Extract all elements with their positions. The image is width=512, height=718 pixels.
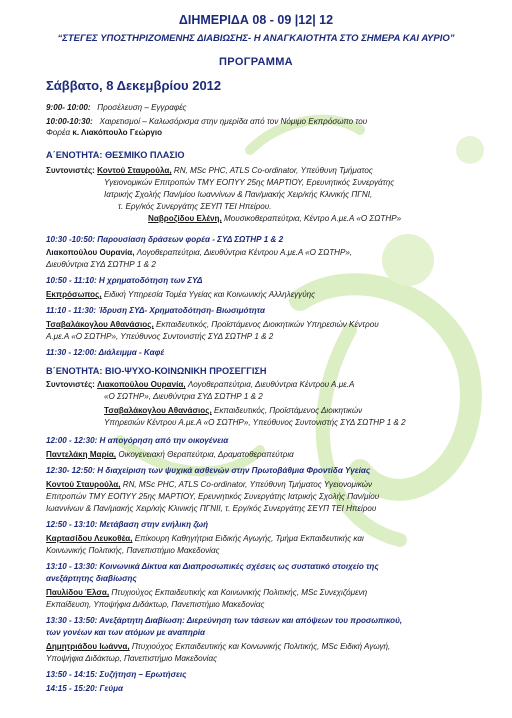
session-a4-title: 11:30 - 12:00: Διάλειμμα - Καφέ xyxy=(46,348,165,357)
session-b2-speaker-line3: Ιωαννίνων & Παν/μιακής Χειρ/κής Κλινικής ΠΓΝΙΙ, τ. Εργ/κός Συνεργάτης ΣΕΥΠ ΤΕΙ Ηπείρου xyxy=(46,504,377,513)
session-b3-title: 12:50 - 13:10: Μετάβαση στην ενήλικη ζωή xyxy=(46,520,209,529)
session-a3-speaker: Τσαβαλάκογλου Αθανάσιος, Εκπαιδευτικός, Προϊστάμενος Διοικητικών Υπηρεσιών Κέντρου xyxy=(46,320,379,329)
session-a3-speaker-line2: Α.με.Α «Ο ΣΩΤΗΡ», Υπεύθυνος Συντονιστής ΣΥΔ ΣΩΤΗΡ 1 & 2 xyxy=(46,332,274,341)
program-label: ΠΡΟΓΡΑΜΜΑ xyxy=(219,56,293,68)
session-b2-speaker: Κοντού Σταυρούλα, RN, MSc PHC, ATLS Co-ordinator, Υπεύθυνη Τμήματος Υγειονομικών xyxy=(46,480,373,489)
section-a-heading: Α΄ΕΝΟΤΗΤΑ: ΘΕΣΜΙΚΟ ΠΛΑΣΙΟ xyxy=(46,150,185,160)
section-a-coordinator-1-line4: τ. Εργ/κός Συνεργάτης ΣΕΥΠ ΤΕΙ Ηπείρου. xyxy=(118,202,272,211)
session-b2-title: 12:30- 12:50: Η διαχείριση των ψυχικά ασθενών στην Πρωτοβάθμια Φροντίδα Υγείας xyxy=(46,466,371,475)
document-subtitle: “ΣΤΕΓΕΣ ΥΠΟΣΤΗΡΙΖΟΜΕΝΗΣ ΔΙΑΒΙΩΣΗΣ- Η ΑΝΑΓΚΑΙΟΤΗΤΑ ΣΤΟ ΣΗΜΕΡΑ ΚΑΙ ΑΥΡΙΟ” xyxy=(57,33,455,44)
session-b3-speaker-line2: Κοινωνικής Πολιτικής, Πανεπιστήμιο Μακεδονίας xyxy=(46,546,220,555)
section-a-coordinator-1-line3: Ιατρικής Σχολής Παν/μίου Ιωαννίνων & Παν/μιακής Χειρ/κής Κλινικής ΠΓΝΙ, xyxy=(104,190,373,199)
section-b-coordinator-2-line2: Υπηρεσιών Κέντρου Α.με.Α «Ο ΣΩΤΗΡ», Υπεύθυνος Συντονιστής ΣΥΔ ΣΩΤΗΡ 1 & 2 xyxy=(104,418,406,427)
session-b3-speaker: Καρτασίδου Λευκοθέα, Επίκουρη Καθηγήτρια Ειδικής Αγωγής, Τμήμα Εκπαιδευτικής και xyxy=(46,534,364,543)
day-heading: Σάββατο, 8 Δεκεμβρίου 2012 xyxy=(46,78,222,93)
session-b5-title-line2: των γονέων και των ατόμων με αναπηρία xyxy=(46,628,206,637)
section-b-coordinator-2: Τσαβαλάκογλου Αθανάσιος, Εκπαιδευτικός, Προϊστάμενος Διοικητικών xyxy=(104,406,363,415)
session-b4-speaker: Παυλίδου Έλσα, Πτυχιούχος Εκπαιδευτικής και Κοινωνικής Πολιτικής, MSc Συνεχιζόμενη xyxy=(46,588,368,597)
session-a2-speaker: Εκπρόσωπος, Ειδική Υπηρεσία Τομέα Υγείας και Κοινωνικής Αλληλεγγύης xyxy=(46,290,316,299)
schedule-item-arrival: 9:00- 10:00: Προσέλευση – Εγγραφές xyxy=(46,103,187,112)
section-b-coordinator-1: Συντονιστές: Λιακοπούλου Ουρανία, Λογοθεραπεύτρια, Διευθύντρια Κέντρου Α.με.Α xyxy=(46,380,355,389)
session-a2-title: 10:50 - 11:10: Η χρηματοδότηση των ΣΥΔ xyxy=(46,276,203,285)
section-a-coordinator-2: Ναβροζίδου Ελένη, Μουσικοθεραπεύτρια, Κέντρο Α.με.Α «Ο ΣΩΤΗΡ» xyxy=(148,214,402,223)
session-b4-speaker-line2: Εκπαίδευση, Υποψήφια Διδάκτωρ, Πανεπιστήμιο Μακεδονίας xyxy=(46,600,265,609)
schedule-item-welcome: 10:00-10:30: Χαιρετισμοί – Καλωσόρισμα στην ημερίδα από τον Νόμιμο Εκπρόσωπο του xyxy=(46,117,368,126)
section-a-coordinator-1: Συντονιστές: Κοντού Σταυρούλα, RN, MSc PHC, ATLS Co-ordinator, Υπεύθυνη Τμήματος xyxy=(46,166,373,175)
session-b4-title-line2: ανεξάρτητης διαβίωσης xyxy=(46,574,137,583)
session-b7-title: 14:15 - 15:20: Γεύμα xyxy=(46,684,124,693)
session-a1-title: 10:30 -10:50: Παρουσίαση δράσεων φορέα - ΣΥΔ ΣΩΤΗΡ 1 & 2 xyxy=(46,235,284,244)
session-a1-speaker: Λιακοπούλου Ουρανία, Λογοθεραπεύτρια, Διευθύντρια Κέντρου Α.με.Α «Ο ΣΩΤΗΡ», xyxy=(46,248,353,257)
session-a3-title: 11:10 - 11:30: Ίδρυση ΣΥΔ- Χρηματοδότηση- Βιωσιμότητα xyxy=(46,306,266,315)
schedule-item-welcome-cont: Φορέα κ. Λιακόπουλο Γεώργιο xyxy=(46,128,163,137)
section-b-heading: Β΄ΕΝΟΤΗΤΑ: ΒΙΟ-ΨΥΧΟ-ΚΟΙΝΩΝΙΚΗ ΠΡΟΣΕΓΓΙΣΗ xyxy=(46,366,267,376)
session-b4-title: 13:10 - 13:30: Κοινωνικά Δίκτυα και Διαπροσωπικές σχέσεις ως συστατικό στοιχείο της xyxy=(46,562,379,571)
session-b5-speaker-line2: Υποψήφια Διδάκτωρ, Πανεπιστήμιο Μακεδονίας xyxy=(46,654,218,663)
section-a-coordinator-1-line2: Υγειονομικών Επιτροπών ΤΜΥ ΕΟΠΥΥ 25ης ΜΑΡΤΙΟΥ, Ερευνητικός Συνεργάτης xyxy=(104,178,395,187)
session-b1-speaker: Παντελάκη Μαρία, Οικογενειακή Θεραπεύτρια, Δραματοθεραπεύτρια xyxy=(46,450,294,459)
session-b6-title: 13:50 - 14:15: Συζήτηση – Ερωτήσεις xyxy=(46,670,187,679)
section-b-coordinator-1-line2: «Ο ΣΩΤΗΡ», Διευθύντρια ΣΥΔ ΣΩΤΗΡ 1 & 2 xyxy=(104,392,263,401)
session-b5-speaker: Δημητριάδου Ιωάννα, Πτυχιούχος Εκπαιδευτικής και Κοινωνικής Πολιτικής, MSc Ειδική Αγωγή, xyxy=(46,642,391,651)
session-a1-speaker-line2: Διευθύντρια ΣΥΔ ΣΩΤΗΡ 1 & 2 xyxy=(46,260,156,269)
session-b1-title: 12:00 - 12:30: Η απογόρηση από την οικογένεια xyxy=(46,436,229,445)
session-b5-title: 13:30 - 13:50: Ανεξάρτητη Διαβίωση: Διερεύνηση των τάσεων και απόψεων του προσωπικού, xyxy=(46,616,403,625)
document-title: ΔΙΗΜΕΡΙΔΑ 08 - 09 |12| 12 xyxy=(178,13,334,27)
session-b2-speaker-line2: Επιτροπών ΤΜΥ ΕΟΠΥΥ 25ης ΜΑΡΤΙΟΥ, Ερευνητικός Συνεργάτης Ιατρικής Σχολής Παν/μίου xyxy=(46,492,380,501)
